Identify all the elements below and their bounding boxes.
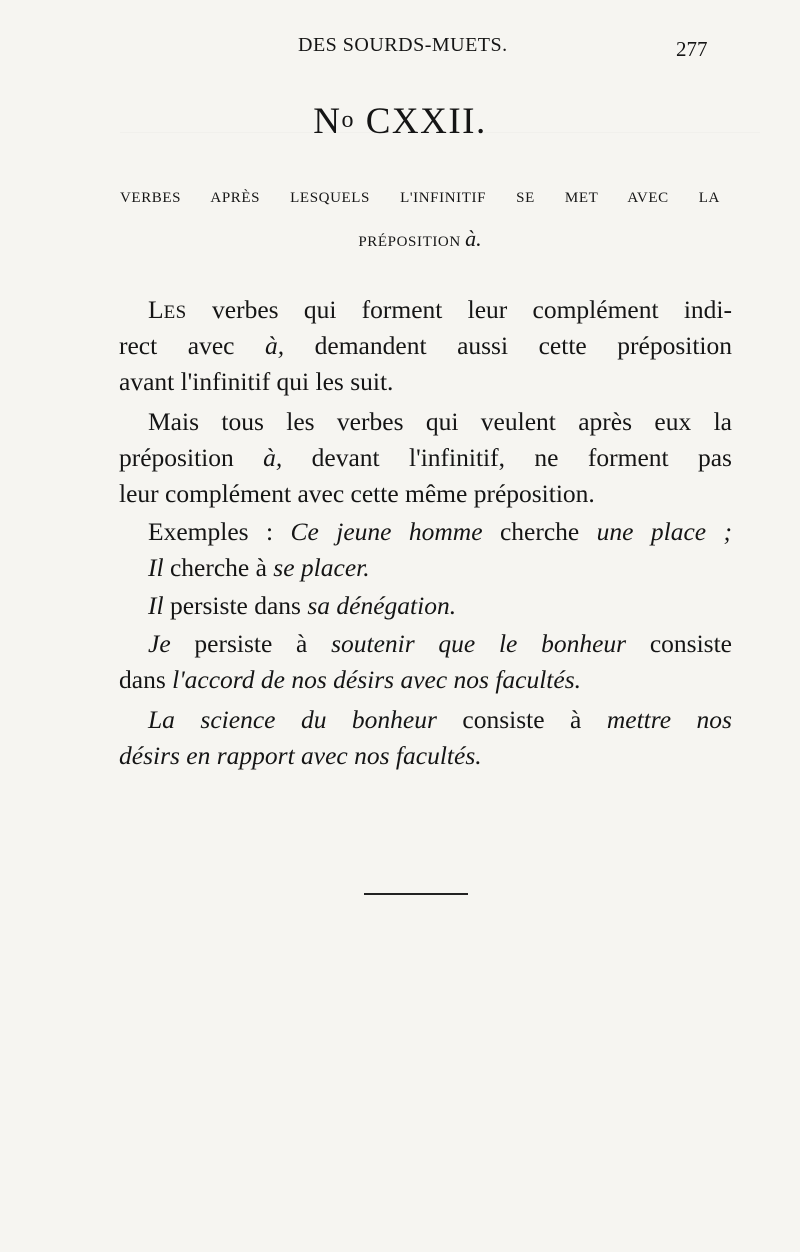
italic-text: se placer. [273,553,370,582]
text: consiste à [436,705,607,734]
title-italic: à. [465,226,482,251]
italic-text: Il [148,553,164,582]
number-degree: o [341,107,355,133]
text: Exemples : [148,517,291,546]
italic-text: sa dénégation. [307,591,457,620]
italic-text: à, [265,331,285,360]
body-line-11 [119,662,732,698]
text: cherche à [163,553,274,582]
section-number [0,100,800,143]
text: cherche [482,517,597,546]
text: devant l'infinitif, ne forment pas [282,443,732,472]
italic-text: à, [263,443,283,472]
section-end-rule [364,893,468,895]
body-line-9 [148,588,761,624]
italic-text: une place ; [596,517,733,546]
text: consiste [626,629,732,658]
section-title-line-1: VERBES APRÈS LESQUELS L'INFINITIF SE MET AVEC LA [120,190,720,206]
italic-text: Ce jeune homme [290,517,483,546]
text: dans [119,665,173,694]
text: rect avec [119,331,265,360]
body-line-4: Mais tous les verbes qui veulent après eux la [148,407,732,436]
number-roman: CXXII. [365,101,487,142]
page-header [0,34,800,68]
italic-text: Je [148,629,171,658]
title-text: PRÉPOSITION [358,234,466,250]
small-caps: ES [163,302,187,323]
text: verbes qui forment leur complément indi- [186,295,732,324]
body-line-6: leur complément avec cette même préposition. [119,479,595,508]
text: persiste à [170,629,332,658]
text: persiste dans [163,591,308,620]
body-line-10 [148,626,732,662]
italic-text: Il [148,591,164,620]
body-line-5 [119,440,732,476]
drop-letter: L [148,295,164,324]
section-title-line-2 [120,226,720,252]
text: demandent aussi cette préposition [284,331,732,360]
number-prefix: N [313,101,342,142]
italic-text: l'accord de nos désirs avec nos facultés. [172,665,582,694]
body-line-8 [148,550,761,586]
body-line-7 [148,514,732,550]
text: préposition [119,443,264,472]
body-line-1 [148,292,732,328]
running-head: DES SOURDS-MUETS. [298,34,508,56]
italic-text: soutenir que le bonheur [331,629,627,658]
italic-text: La science du bonheur [148,705,437,734]
body-line-13 [119,738,732,774]
page-number: 277 [676,37,708,61]
body-line-12 [148,702,732,738]
body-line-2 [119,328,732,364]
body-line-3: avant l'infinitif qui les suit. [119,367,394,396]
italic-text: mettre nos [606,705,732,734]
italic-text: désirs en rapport avec nos facultés. [119,741,482,770]
